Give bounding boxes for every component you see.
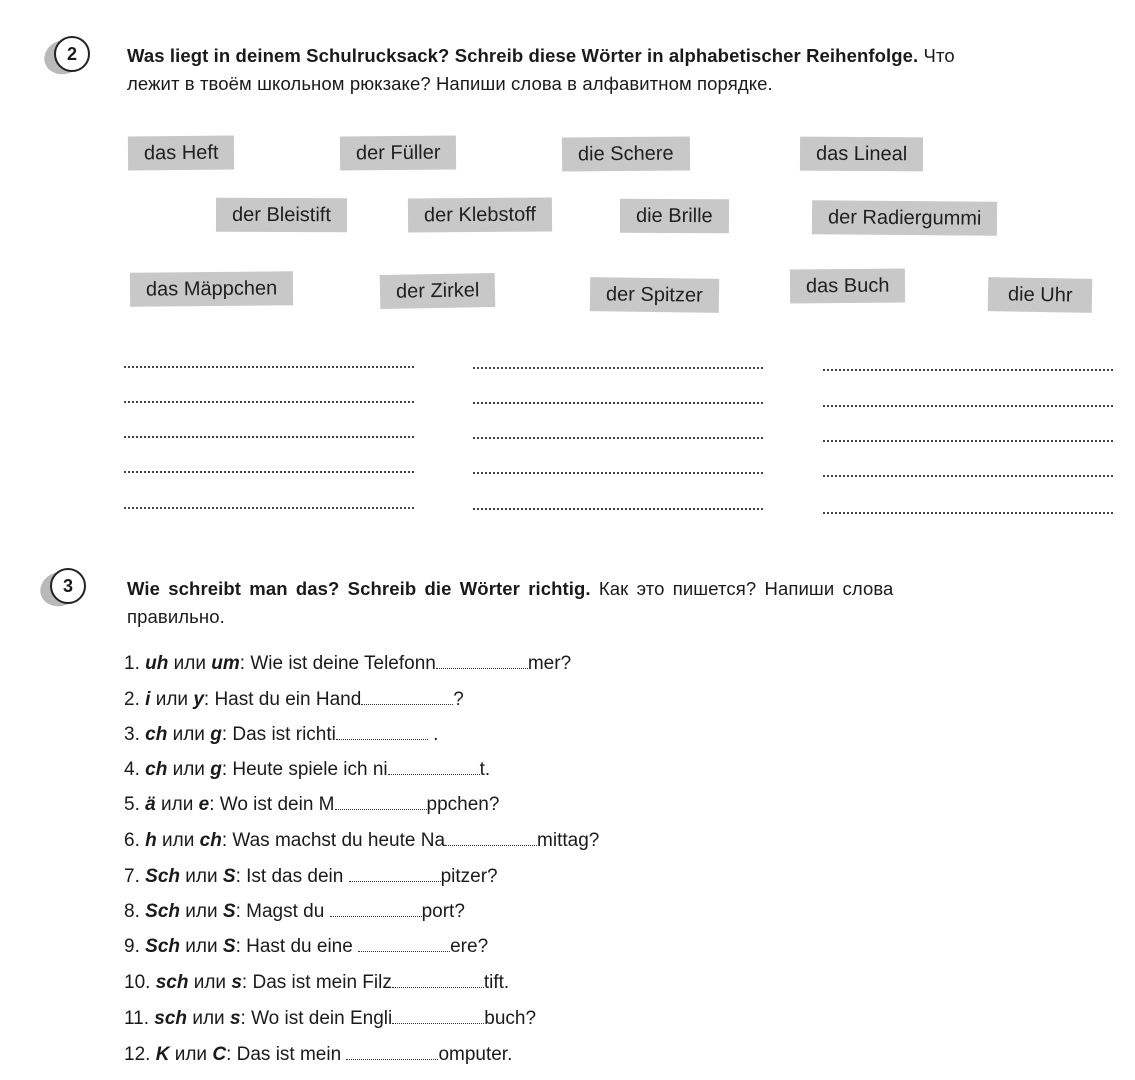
sentence-end: omputer. xyxy=(438,1044,513,1065)
option-b: g xyxy=(210,724,222,745)
answer-line[interactable] xyxy=(124,507,414,509)
sentence-end: ere? xyxy=(450,936,489,957)
fill-in-blank[interactable] xyxy=(361,686,453,705)
option-b: g xyxy=(210,759,222,780)
item-number: 7. xyxy=(124,866,140,887)
answer-line[interactable] xyxy=(124,471,414,473)
answer-line[interactable] xyxy=(823,369,1113,371)
option-b: s xyxy=(231,972,242,993)
task-2-title-de: Was liegt in deinem Schulrucksack? Schreib diese Wörter in alphabetischer Reihenfolge. xyxy=(127,45,919,66)
option-a: Sch xyxy=(145,936,180,957)
option-b: um xyxy=(211,653,240,674)
sentence-start: Das ist mein Filz xyxy=(252,972,392,993)
word-tile: die Brille xyxy=(620,199,729,233)
exercise-item: 9. Sch или S: Hast du eine ere? xyxy=(124,933,488,959)
or-word: или xyxy=(172,759,205,780)
sentence-start: Ist das dein xyxy=(246,866,349,887)
item-number: 3. xyxy=(124,724,140,745)
exercise-item: 11. sch или s: Wo ist dein Engli buch? xyxy=(124,1005,536,1031)
fill-in-blank[interactable] xyxy=(445,827,537,846)
option-b: S xyxy=(222,866,236,887)
option-b: S xyxy=(222,901,236,922)
item-number: 5. xyxy=(124,794,140,815)
answer-line[interactable] xyxy=(473,472,763,474)
option-a: h xyxy=(145,830,157,851)
word-tile: der Klebstoff xyxy=(408,197,552,232)
exercise-item: 7. Sch или S: Ist das dein pitzer? xyxy=(124,863,498,889)
sentence-start: Wo ist dein M xyxy=(219,794,335,815)
sentence-end: pitzer? xyxy=(440,866,498,887)
word-tile: das Lineal xyxy=(800,137,923,172)
sentence-start: Hast du eine xyxy=(246,936,359,957)
or-word: или xyxy=(161,794,194,815)
or-word: или xyxy=(185,866,218,887)
exercise-item: 2. i или y: Hast du ein Hand ? xyxy=(124,686,464,712)
fill-in-blank[interactable] xyxy=(336,721,428,740)
or-word: или xyxy=(162,830,195,851)
task-3-number-badge xyxy=(46,568,86,608)
sentence-end: ppchen? xyxy=(426,794,500,815)
exercise-item: 6. h или ch: Was machst du heute Na mittag? xyxy=(124,827,599,853)
sentence-end: tift. xyxy=(483,972,510,993)
word-tile: der Radiergummi xyxy=(812,200,998,236)
exercise-item: 3. ch или g: Das ist richti . xyxy=(124,721,438,747)
fill-in-blank[interactable] xyxy=(392,1005,484,1024)
item-number: 2. xyxy=(124,689,140,710)
word-tile: die Schere xyxy=(562,136,690,171)
word-tile: der Bleistift xyxy=(216,198,347,232)
sentence-start: Das ist richti xyxy=(232,724,336,745)
word-tile: die Uhr xyxy=(988,277,1093,313)
option-a: ch xyxy=(145,724,168,745)
answer-line[interactable] xyxy=(473,402,763,404)
sentence-end: mittag? xyxy=(537,830,600,851)
fill-in-blank[interactable] xyxy=(388,756,480,775)
task-2-number: 2 xyxy=(54,36,90,72)
sentence-start: Hast du ein Hand xyxy=(214,689,362,710)
or-word: или xyxy=(172,724,205,745)
or-word: или xyxy=(185,936,218,957)
task-3-number: 3 xyxy=(50,568,86,604)
sentence-start: Das ist mein xyxy=(236,1044,347,1065)
or-word: или xyxy=(185,901,218,922)
option-b: ch xyxy=(199,830,222,851)
answer-line[interactable] xyxy=(823,440,1113,442)
answer-line[interactable] xyxy=(124,436,414,438)
fill-in-blank[interactable] xyxy=(392,969,484,988)
option-b: s xyxy=(229,1008,241,1029)
or-word: или xyxy=(193,972,227,993)
option-a: uh xyxy=(145,653,169,674)
item-number: 12. xyxy=(124,1044,151,1065)
answer-line[interactable] xyxy=(823,405,1113,407)
answer-line[interactable] xyxy=(473,367,763,369)
task-2-title-ru-1: Что xyxy=(923,45,955,66)
sentence-end: mer? xyxy=(527,653,572,674)
option-b: e xyxy=(198,794,210,815)
answer-line[interactable] xyxy=(823,512,1113,514)
sentence-start: Heute spiele ich ni xyxy=(232,759,388,780)
task-3-instructions xyxy=(127,575,1117,631)
fill-in-blank[interactable] xyxy=(358,933,450,952)
option-a: ä xyxy=(145,794,156,815)
sentence-start: Magst du xyxy=(246,901,330,922)
fill-in-blank[interactable] xyxy=(349,863,441,882)
option-a: i xyxy=(145,689,151,710)
item-number: 8. xyxy=(124,901,140,922)
sentence-start: Wo ist dein Engli xyxy=(251,1008,393,1029)
word-tile: der Zirkel xyxy=(380,273,496,309)
answer-line[interactable] xyxy=(473,437,763,439)
option-b: y xyxy=(193,689,204,710)
answer-line[interactable] xyxy=(823,475,1113,477)
answer-line[interactable] xyxy=(124,401,414,403)
fill-in-blank[interactable] xyxy=(436,650,528,669)
sentence-end: buch? xyxy=(484,1008,537,1029)
exercise-item: 1. uh или um: Wie ist deine Telefonn mer? xyxy=(124,650,571,676)
sentence-end: ? xyxy=(453,689,464,710)
exercise-item: 10. sch или s: Das ist mein Filz tift. xyxy=(124,969,509,995)
sentence-start: Wie ist deine Telefonn xyxy=(250,653,436,674)
word-tile: das Buch xyxy=(790,268,906,303)
answer-line[interactable] xyxy=(473,508,763,510)
task-2-instructions xyxy=(127,42,1117,98)
option-a: Sch xyxy=(145,866,180,887)
sentence-end: t. xyxy=(479,759,491,780)
option-b: S xyxy=(222,936,236,957)
task-3-title-ru-2: правильно. xyxy=(127,606,225,627)
or-word: или xyxy=(155,689,189,710)
option-a: ch xyxy=(145,759,168,780)
word-tile: der Füller xyxy=(340,135,457,170)
task-3-title-ru-1: Как это пишется? Напиши слова xyxy=(598,578,894,599)
task-2-title-ru-2: лежит в твоём школьном рюкзаке? Напиши слова в алфавитном порядке. xyxy=(127,73,773,94)
fill-in-blank[interactable] xyxy=(330,898,422,917)
sentence-end: . xyxy=(427,724,439,745)
option-b: C xyxy=(212,1044,227,1065)
fill-in-blank[interactable] xyxy=(346,1041,438,1060)
task-3-title-de: Wie schreibt man das? Schreib die Wörter richtig. xyxy=(127,578,591,599)
sentence-end: port? xyxy=(421,901,465,922)
exercise-item: 4. ch или g: Heute spiele ich ni t. xyxy=(124,756,490,782)
option-a: sch xyxy=(154,1008,188,1029)
or-word: или xyxy=(192,1008,225,1029)
item-number: 6. xyxy=(124,830,140,851)
fill-in-blank[interactable] xyxy=(335,791,427,810)
item-number: 9. xyxy=(124,936,140,957)
word-tile: das Mäppchen xyxy=(130,271,293,306)
option-a: Sch xyxy=(145,901,180,922)
sentence-start: Was machst du heute Na xyxy=(232,830,446,851)
option-a: K xyxy=(155,1044,170,1065)
item-number: 11. xyxy=(124,1008,150,1029)
exercise-item: 12. K или C: Das ist mein omputer. xyxy=(124,1041,512,1067)
task-2-number-badge xyxy=(50,36,90,76)
or-word: или xyxy=(174,1044,208,1065)
answer-line[interactable] xyxy=(124,366,414,368)
item-number: 1. xyxy=(124,653,140,674)
word-tile: das Heft xyxy=(128,136,235,171)
item-number: 4. xyxy=(124,759,140,780)
word-tile: der Spitzer xyxy=(590,277,719,313)
or-word: или xyxy=(173,653,206,674)
exercise-item: 5. ä или e: Wo ist dein M ppchen? xyxy=(124,791,499,817)
item-number: 10. xyxy=(124,972,151,993)
option-a: sch xyxy=(155,972,189,993)
exercise-item: 8. Sch или S: Magst du port? xyxy=(124,898,465,924)
